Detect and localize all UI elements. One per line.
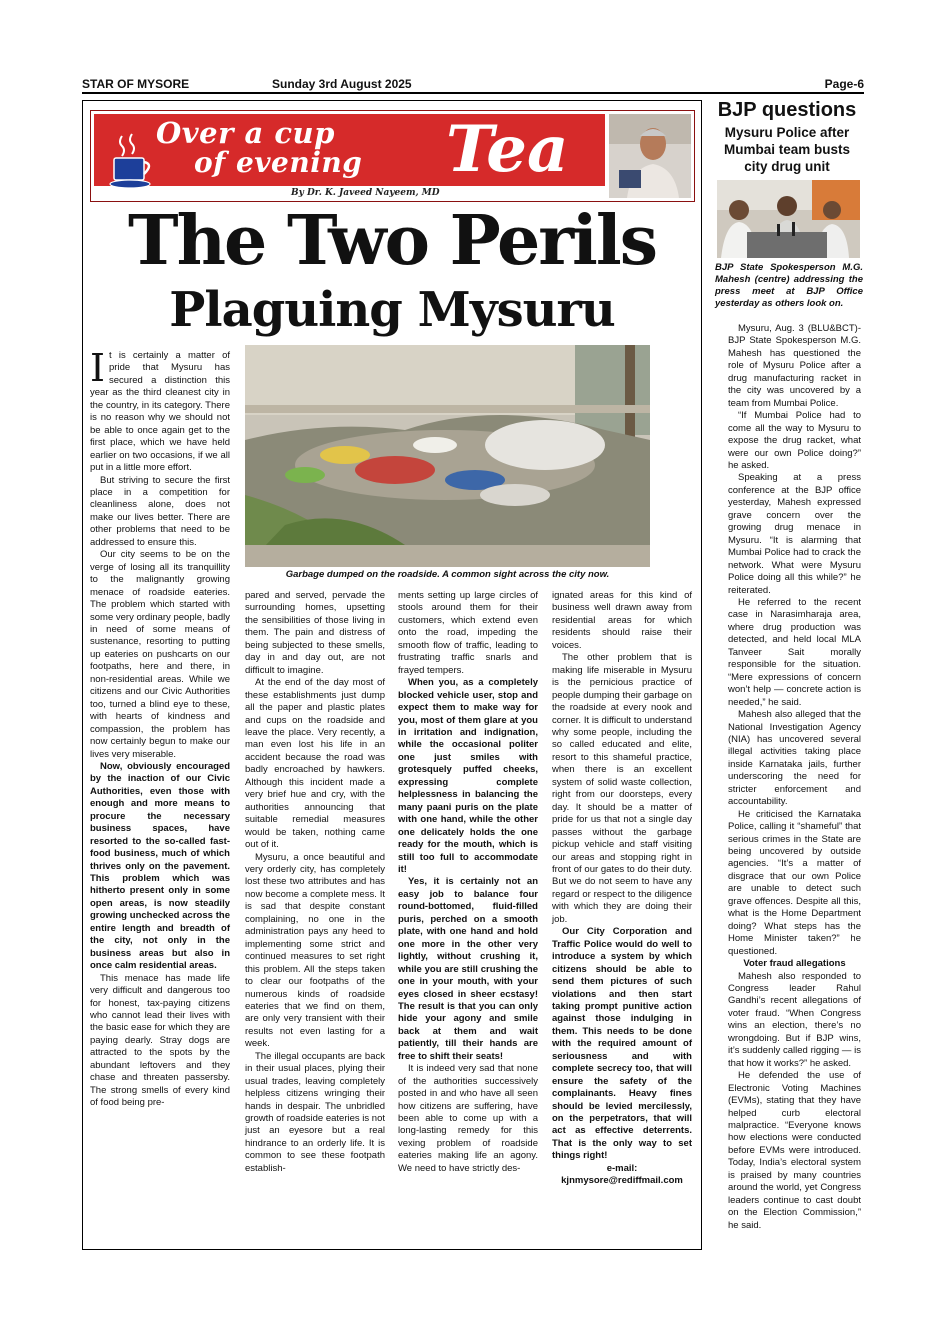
paragraph: The illegal occupants are back in their usual places, plying their usual trades, leaving completely helpless citizens wringing their hands in despair. The unbridled growth of roadside eateries is not just an eyesore but a real hindrance to an orderly life. It is common to see these footpath establish- [245,1050,385,1174]
teacup-icon [108,132,158,190]
page-number: Page-6 [824,77,864,91]
paragraph: But striving to secure the first place in a competition for cleanliness alone, does not make our lives better. There are other problems that need to be addressed to ensure this. [90,474,230,548]
press-meet-photo [717,180,860,258]
paper-name: STAR OF MYSORE [82,77,190,91]
paragraph: Speaking at a press conference at the BJP office yesterday, Mahesh expressed grave concern over the growing drug menace in Mysuru. “It is alarming that Mumbai Police had to crack the network. What were Mysuru Police doing all this while?” he reiterated. [728,472,861,596]
sidebar-photo-caption: BJP State Spokesperson M.G. Mahesh (centre) addressing the press meet at BJP Office yesterday as others look on. [715,262,863,309]
author-email[interactable]: kjnmysore@rediffmail.com [561,1175,683,1187]
paragraph: This menace has made life very difficult and dangerous too for honest, tax-paying citizens who cannot lead their lives with the basic ease for which they are paying dearly. Stray dogs are attracted to the spots by the abundant leftovers and they chase and threaten passersby. The strong smells of every kind of food being pre- [90,972,230,1109]
paragraph: The other problem that is making life miserable in Mysuru is the pernicious practice of people dumping their garbage on the roadside at every nook and corner. It is difficult to understand why some people, including the so called educated and elite, resort to this shameful practice, when there is an excellent system of solid waste collection, right from our doorsteps, every day. It should be a matter of pride for us that not a single day passes without the garbage pickup vehicle and staff visiting our areas and stopping right in front of our gates to do their duty. But we do not seem to have any regard or respect to the diligence with which they are doing their job. [552,652,692,925]
banner-line-2: of evening [194,146,363,179]
issue-date: Sunday 3rd August 2025 [272,77,412,91]
drop-cap: I [90,346,106,390]
banner-background [94,114,605,186]
byline: By Dr. K. Javeed Nayeem, MD [291,188,440,198]
email-label: e-mail: [606,1162,638,1174]
article-column-1 [90,346,230,1110]
paragraph: Now, obviously encouraged by the inaction of our Civic Authorities, even those with enough and more means to procure the necessary business spaces, have resorted to the so-called fast-food business, much of which thrives only on the pavement. This problem which was hitherto present only in some open areas, is now steadily growing unchecked across the entire length and breadth of the city, not only in the business areas but also in once calm residential areas. [90,760,230,972]
paragraph: ments setting up large circles of stools around them for their customers, which extend even onto the road, impeding the smooth flow of traffic, leading to frustrating traffic snarls and frayed tempers. [398,590,538,676]
sidebar-body [728,323,861,1232]
paragraph: When you, as a completely blocked vehicle user, stop and expect them to make way for you, most of them glare at you in irritation and indignation, while the occasional politer one just smiles with grotesquely puffed cheeks, expressing complete helplessness in balancing the many paani puris on the plate with one hand, while the other one delicately holds the one ready for the mouth, which is still too full to accommodate it! [398,677,538,875]
paragraph: Yes, it is certainly not an easy job to balance four round-bottomed, fluid-filled puris, perched on a smooth plate, with one hand and hold one more in the other very lightly, without crushing it, while you are still crushing the one in your mouth, with your eyes closed in sheer ecstasy! The result is that you can only hide your agony and smile back at them and wait patiently, till their hands are free to shift their seats! [398,876,538,1062]
paragraph: “If Mumbai Police had to come all the way to Mysuru to expose the drug racket, what were our own Police doing?” he asked. [728,410,861,471]
paragraph: He referred to the recent case in Narasimharaja area, where drug production was detected, and held local MLA Tanveer Sait morally responsible for the situation. “Mere expressions of concern won’t help — concrete action is needed,” he said. [728,596,861,708]
author-portrait [609,114,691,198]
banner-line-1: Over a cup [156,116,335,150]
paragraph: Our City Corporation and Traffic Police would do well to introduce a system by which citizens should be able to send them pictures of such violations and then start taking prompt punitive action against those indulging in them. This needs to be done with the required amount of seriousness and with complete secrecy too, that will ensure the safety of the complainants. Heavy fines should be levied mercilessly, on the perpetrators, that will act as effective deterrents. That is the only way to set things right! [552,926,692,1162]
sidebar-subhead: Voter fraud allegations [743,958,846,970]
sidebar-subheadline: Mysuru Police after Mumbai team busts city drug unit [723,125,851,174]
paragraph-text: t is certainly a matter of pride that Mysuru has secured a distinction this year as the third cleanest city in the country, in its category. There is no reason why we should not be able to once again get to the first place, which we have held earlier on two occasions, if we all put in a little more effort. [90,350,230,474]
paragraph: Our city seems to be on the verge of losing all its tranquillity to the malignantly growing menace of roadside eateries. The problem which started with some very ordinary people, badly in need of some means of sustenance, resorting to putting up eateries on pushcarts on our footpaths, here and there, in non-residential areas. While we citizens and our Civic Authorities too, turned a blind eye to these, with hearts of kindness and compassion, the problem has now certainly begun to make our lives very miserable. [90,549,230,760]
article-column-3 [398,590,538,1175]
paragraph: It is indeed very sad that none of the authorities successively posted in and who have all seen how citizens are suffering, have been able to come up with a long-lasting remedy for this vexing problem of roadside eateries making life an agony. We need to have strictly des- [398,1063,538,1174]
header-rule [82,92,864,94]
paragraph: ignated areas for this kind of business well drawn away from residential areas for which residents should raise their voices. [552,590,692,651]
paragraph: Mysuru, a once beautiful and very orderly city, has completely lost these two attributes and has now become a complete mess. It is sad that despite constant complaining, no one in the administration pays any heed to implementing some strict and continued measures to set right this problem. All the steps taken to clear our footpaths of the numerous kinds of roadside eateries that we find on them, are only very transient with their results not even lasting for a week. [245,851,385,1050]
headline-main: The Two Perils [127,201,657,281]
headline-sub: Plaguing Mysuru [169,282,615,338]
article-column-4 [552,590,692,1188]
paragraph: pared and served, pervade the surrounding homes, upsetting the sensibilities of those living in them. The pain and distress of being subjected to these smells, day in and day out, are not difficult to imagine. [245,590,385,676]
banner-tea: Tea [446,112,569,187]
page-header [82,76,864,92]
paragraph: Mahesh also responded to Congress leader Rahul Gandhi’s recent allegations of voter fraud. “When Congress wins an election, there’s no wrongdoing. But if BJP wins, it’s suddenly called rigging — is that how it works?” he asked. [728,970,861,1069]
paragraph [90,346,230,475]
paragraph: Mahesh also alleged that the National Investigation Agency (NIA) has uncovered several illegal activities taking place inside Karnataka jails, further underscoring the need for stricter enforcement and accountability. [728,709,861,808]
paragraph: At the end of the day most of these establishments just dump all the paper and plastic plates and cups on the roadside and leave the place. Very recently, a man even lost his life in an accident because the road was badly encroached by hawkers. Although this incident made a very brief hue and cry, with the authorities announcing that suitable remedial measures would be taken, nothing came out of it. [245,677,385,851]
paragraph: He criticised the Karnataka Police, calling it “shameful” that serious crimes in the State are being uncovered by outside agencies. “It’s a matter of disgrace that our own Police are unable to detect such grave offences. Despite all this, what is the Home Department doing? What steps has the Home Minister taken?” he questioned. [728,808,861,957]
paragraph: Mysuru, Aug. 3 (BLU&BCT)- BJP State Spokesperson M.G. Mahesh has questioned the role of Mysuru Police after a drug manufacturing racket in the city was uncovered by a team from Mumbai Police. [728,323,861,409]
photo-caption: Garbage dumped on the roadside. A common sight across the city now. [285,569,610,580]
column-banner [90,110,695,202]
sidebar-headline: BJP questions [717,99,857,121]
paragraph: He defended the use of Electronic Voting Machines (EVMs), stating that they have helped curb electoral malpractice. “Everyone knows how elections were conducted before EVMs were introduced. Today, India’s electoral system is praised by many countries around the world, yet Congress leaders continue to cast doubt on the Election Commission,” he said. [728,1070,861,1231]
garbage-photo [245,345,650,567]
article-column-2 [245,590,385,1175]
